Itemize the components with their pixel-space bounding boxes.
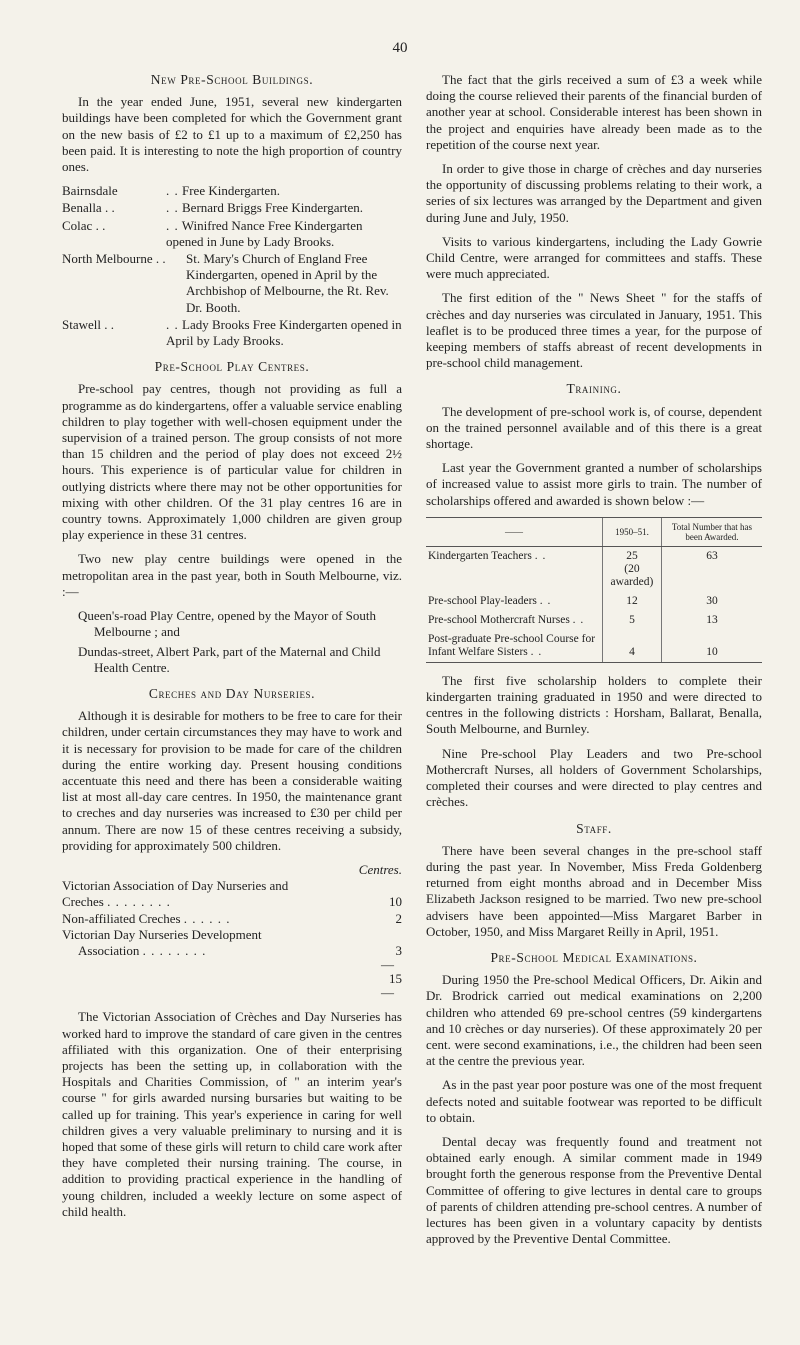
heading-creches: Creches and Day Nurseries. <box>148 685 316 701</box>
table-row: Pre-school Play-leaders . . 12 30 <box>426 592 762 611</box>
centres-header: Centres. <box>358 861 402 877</box>
paragraph-creches: Although it is desirable for mothers to be free to care for their children, under certain circumstances they may have to work and it is necessary for provision to be made for care of the children during the entire working day. Present housing conditions accentuate this need and there has been a considerable waiting list at most all-day care centres. In 1950, the maintenance grant to creches and day nurseries was increased to £30 per child per annum. There are now 15 of these centres receiving a subsidy, providing for approximately 500 children. <box>62 708 402 853</box>
paragraph-play-1: Pre-school pay centres, though not providing as full a programme as do kindergartens, offer a valuable service enabling children to play together with well-chosen equipment under the supervision of a trained person. The group consists of not more than 15 children and the period of play does not exceed 2½ hours. This experience is of particular value for children in outlying districts where there may not be other opportunities for mixing with other children. Of the 31 play centres 16 are in country towns. Approximately 1,000 children are given group play experience in these 31 centres. <box>62 381 402 543</box>
page-number: 40 <box>392 40 408 56</box>
list-item: Queen's-road Play Centre, opened by the Mayor of South Melbourne ; and <box>78 608 377 640</box>
list-item: Stawell . . . . Lady Brooks Free Kindergarten opened in April by Lady Brooks. <box>62 316 402 349</box>
list-item: Colac . . . . Winifred Nance Free Kindergarten opened in June by Lady Brooks. <box>62 217 363 249</box>
paragraph-visits: Visits to various kindergartens, including the Lady Gowrie Child Centre, were arranged for committees and staffs. These were much appreciated. <box>426 233 762 282</box>
heading-new-buildings: New Pre-School Buildings. <box>150 72 314 87</box>
paragraph-dental: Dental decay was frequently found and treatment not obtained early enough. A similar comment made in 1949 brought forth the generous response from the Preventive Dental Committee of offering to give lectures in dental care to groups of parents of children attending pre-school centres. A number of lectures has been given in a voluntary capacity by dentists approved by the Preventive Dental Committee. <box>426 1133 762 1247</box>
paragraph-training-2: Last year the Government granted a number of scholarships of increased value to assist more girls to train. The number of scholarships offered and awarded is shown below :— <box>426 460 762 508</box>
table-row: Post-graduate Pre-school Course for Infant Welfare Sisters . . 4 10 <box>426 630 762 663</box>
list-item: Bairnsdale . . Free Kindergarten. <box>62 183 280 199</box>
table-row: Non-affiliated Creches . . . . . . 2 <box>62 910 402 926</box>
table-row: Creches . . . . . . . . 10 <box>62 894 402 910</box>
paragraph-medical-1: During 1950 the Pre-school Medical Officers, Dr. Aikin and Dr. Brodrick carried out medical examinations on 2,200 children who attended 69 pre-school centres (59 kindergartens and 10 crèches or day nurseries). Of these approximately 20 per cent. were second examinations, i.e., the children had been seen at the centre the previous year. <box>426 972 762 1069</box>
table-row: Victorian Association of Day Nurseries and <box>62 878 289 894</box>
list-item: Benalla . . . . Bernard Briggs Free Kindergarten. <box>62 200 363 216</box>
table-header: —— <box>426 517 603 546</box>
paragraph-training-1: The development of pre-school work is, of course, dependent on the trained personnel available and of this there is a great shortage. <box>426 403 762 452</box>
divider: — <box>381 957 394 973</box>
paragraph-first-five: The first five scholarship holders to complete their kindergarten training graduated in 1950 and were directed to centres in the following districts : Horsham, Ballarat, Benalla, South Melbourne, and Burnley. <box>426 672 762 737</box>
heading-staff: Staff. <box>576 820 612 836</box>
heading-play-centres: Pre-School Play Centres. <box>154 359 310 375</box>
centres-table <box>62 862 402 999</box>
scholarship-table <box>426 517 762 663</box>
paragraph-medical-2: As in the past year poor posture was one of the most frequent defects noted and suitable footwear was reported to be difficult to obtain. <box>426 1077 762 1125</box>
paragraph-girls: The fact that the girls received a sum of £3 a week while doing the course relieved their parents of the financial burden of another year at school. Considerable interest has been shown in the project and enquiries have already been made as to the repetition of the course next year. <box>426 72 762 152</box>
paragraph-lectures: In order to give those in charge of crèches and day nurseries the opportunity of discussing problems relating to their work, a series of six lectures was arranged by the Department and given during June and July, 1950. <box>426 161 762 225</box>
paragraph-play-2: Two new play centre buildings were opened in the metropolitan area in the past year, both in South Melbourne, viz. :— <box>62 551 402 599</box>
play-centre-list <box>62 608 402 676</box>
table-total-row: 15 <box>389 971 402 987</box>
heading-medical: Pre-School Medical Examinations. <box>490 949 698 965</box>
paragraph-vadn: The Victorian Association of Crèches and Day Nurseries has worked hard to improve the standard of care given in the centres affiliated with this organization. One of their enterprising projects has been the setting up, in collaboration with the Hospitals and Charities Commission, of " an interim year's course " for girls awarded nursing bursaries but waiting to be called up for training. This year's experience in caring for well children gives a very valuable preliminary to nursing and it is hoped that some of these girls will return to child care work after they have completed their nursing training. The course, in addition to providing practical experience in the handling of young children, included a weekly lecture on some aspect of child health. <box>62 1009 402 1219</box>
kindergarten-list <box>62 183 402 349</box>
table-row: Association . . . . . . . . 3 <box>78 942 402 958</box>
table-row: Pre-school Mothercraft Nurses . . 5 13 <box>426 611 762 630</box>
heading-training: Training. <box>566 381 622 397</box>
paragraph-news-sheet: The first edition of the " News Sheet " for the staffs of crèches and day nurseries was circulated in January, 1951. This leaflet is to be produced three times a year, for the purpose of keeping members of staffs abreast of recent developments in pre-school child management. <box>426 290 762 371</box>
table-row: Kindergarten Teachers . . 25 (20 awarded) 63 <box>426 546 762 592</box>
paragraph-staff: There have been several changes in the pre-school staff during the past year. In November, Miss Freda Goldenberg returned from eight months abroad and in December Miss Elizabeth Jackson resigned to be married. Two new pre-school advisers have been appointed—Miss Margaret Barber in October, 1950, and Miss Margaret Reilly in April, 1951. <box>426 842 762 939</box>
table-row: Victorian Day Nurseries Development <box>62 926 262 942</box>
list-item: Dundas-street, Albert Park, part of the Maternal and Child Health Centre. <box>78 643 381 675</box>
list-item: North Melbourne . . St. Mary's Church of England Free Kindergarten, opened in April by the Archbishop of Melbourne, the Rt. Rev. Dr. Booth. <box>62 251 389 315</box>
paragraph-buildings: In the year ended June, 1951, several new kindergarten buildings have been completed for which the Government grant on the new basis of £2 to £1 up to a maximum of £2,250 has been paid. It is interesting to note the high proportion of country ones. <box>62 94 402 175</box>
table-header: Total Number that has been Awarded. <box>661 517 762 546</box>
paragraph-nine: Nine Pre-school Play Leaders and two Pre-school Mothercraft Nurses, all holders of Government Scholarships, completed their courses and were directed to play centres and crèches. <box>426 745 762 810</box>
left-column <box>62 72 402 1228</box>
divider: — <box>381 985 394 1001</box>
right-column <box>426 72 762 1255</box>
table-header: 1950–51. <box>603 517 662 546</box>
table-header-row <box>426 517 762 546</box>
